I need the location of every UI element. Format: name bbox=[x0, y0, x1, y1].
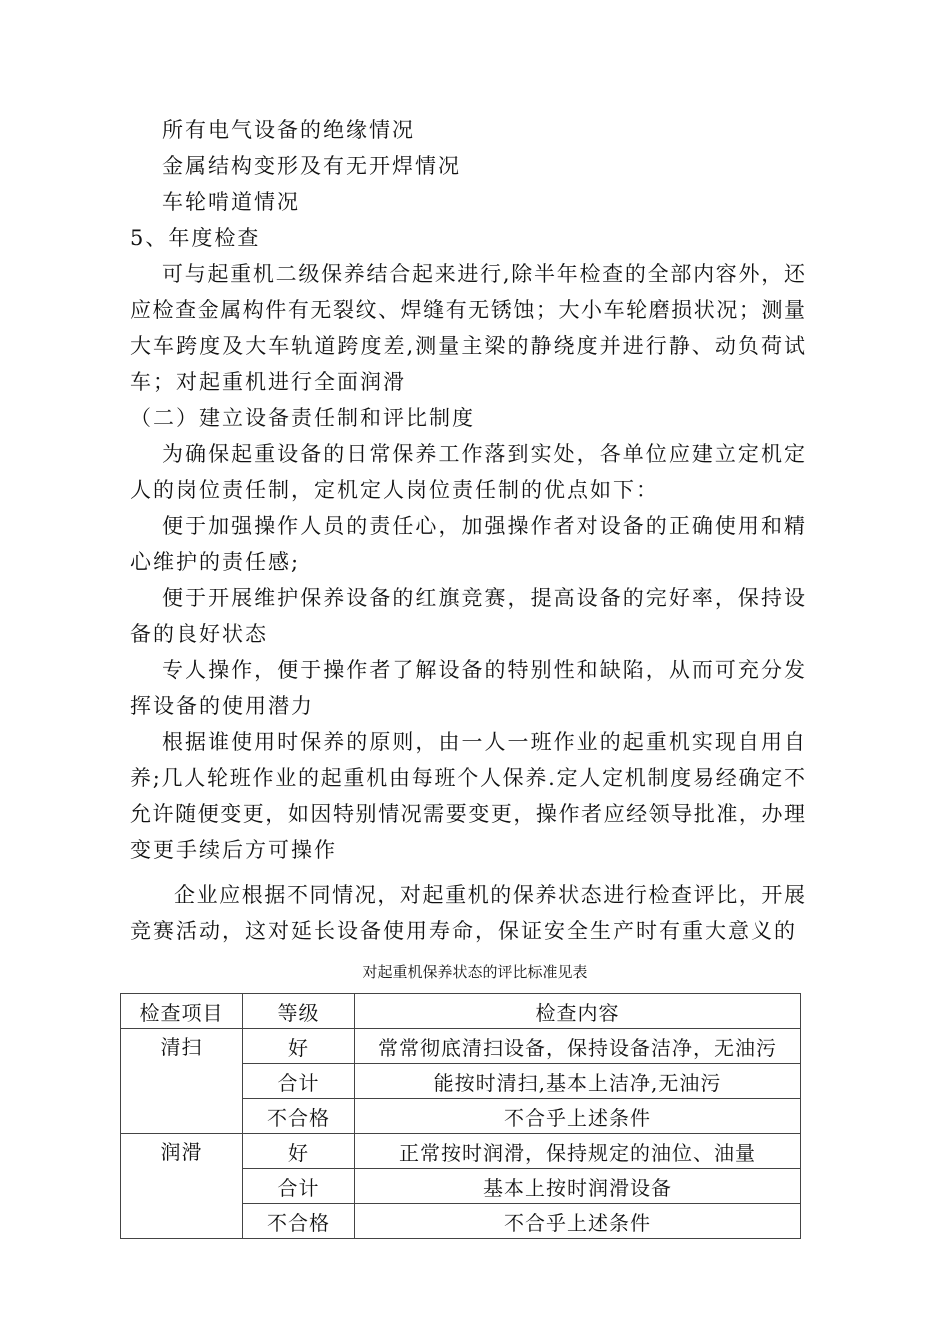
table-cell-grade: 好 bbox=[243, 1134, 355, 1169]
table-caption: 对起重机保养状态的评比标准见表 bbox=[362, 963, 588, 981]
table-cell-item: 润滑 bbox=[121, 1134, 243, 1239]
section-heading: 5、年度检查 bbox=[130, 226, 261, 250]
text-span: 应检查金属构件有无裂纹、焊缝有无锈蚀；大小车轮磨损状况；测量 bbox=[130, 298, 806, 322]
table-row bbox=[121, 1134, 801, 1169]
table-cell-grade: 不合格 bbox=[243, 1099, 355, 1134]
text-span: 根据谁使用时保养的原则，由一人一班作业的起重机实现自用自 bbox=[162, 730, 806, 754]
table-cell-item: 清扫 bbox=[121, 1029, 243, 1134]
text-line: 车轮啃道情况 bbox=[162, 190, 300, 214]
text-span: 为确保起重设备的日常保养工作落到实处，各单位应建立定机定 bbox=[162, 442, 806, 466]
text-line: 车；对起重机进行全面润滑 bbox=[130, 370, 406, 394]
table-cell-content: 基本上按时润滑设备 bbox=[355, 1169, 801, 1204]
table-cell-grade: 好 bbox=[243, 1029, 355, 1064]
text-line bbox=[162, 439, 806, 469]
text-span: 企业应根据不同情况，对起重机的保养状态进行检查评比，开展 bbox=[174, 883, 806, 907]
text-span: 大车跨度及大车轨道跨度差,测量主梁的静绕度并进行静、动负荷试 bbox=[130, 334, 806, 358]
text-span: 养;几人轮班作业的起重机由每班个人保养.定人定机制度易经确定不 bbox=[130, 766, 806, 790]
text-line: 备的良好状态 bbox=[130, 622, 268, 646]
header-check-item: 检查项目 bbox=[121, 994, 243, 1029]
table-header-row bbox=[121, 994, 801, 1029]
text-line: 金属结构变形及有无开焊情况 bbox=[162, 154, 461, 178]
text-line bbox=[162, 511, 806, 541]
table-cell-content: 正常按时润滑，保持规定的油位、油量 bbox=[355, 1134, 801, 1169]
text-line: 竞赛活动，这对延长设备使用寿命，保证安全生产时有重大意义的 bbox=[130, 919, 797, 943]
text-line bbox=[130, 799, 806, 829]
text-line bbox=[130, 295, 806, 325]
text-line: 所有电气设备的绝缘情况 bbox=[162, 118, 415, 142]
text-span: 可与起重机二级保养结合起来进行,除半年检查的全部内容外，还 bbox=[162, 262, 806, 286]
evaluation-table bbox=[120, 993, 801, 1239]
text-span: 便于加强操作人员的责任心，加强操作者对设备的正确使用和精 bbox=[162, 514, 806, 538]
text-line bbox=[162, 259, 806, 289]
section-heading: （二）建立设备责任制和评比制度 bbox=[130, 406, 475, 430]
table-cell-content: 不合乎上述条件 bbox=[355, 1204, 801, 1239]
text-span: 允许随便变更，如因特别情况需要变更，操作者应经领导批准，办理 bbox=[130, 802, 806, 826]
text-line bbox=[162, 583, 806, 613]
table-cell-content: 能按时清扫,基本上洁净,无油污 bbox=[355, 1064, 801, 1099]
header-check-content: 检查内容 bbox=[355, 994, 801, 1029]
table-row bbox=[121, 1029, 801, 1064]
text-line: 变更手续后方可操作 bbox=[130, 838, 337, 862]
text-line bbox=[162, 727, 806, 757]
text-line bbox=[130, 763, 806, 793]
text-line: 人的岗位责任制，定机定人岗位责任制的优点如下： bbox=[130, 478, 659, 502]
text-line: 挥设备的使用潜力 bbox=[130, 694, 314, 718]
table-cell-grade: 合计 bbox=[243, 1064, 355, 1099]
text-line: 心维护的责任感; bbox=[130, 550, 301, 574]
table-cell-content: 不合乎上述条件 bbox=[355, 1099, 801, 1134]
text-line bbox=[130, 331, 806, 361]
text-span: 便于开展维护保养设备的红旗竞赛，提高设备的完好率，保持设 bbox=[162, 586, 806, 610]
table-cell-content: 常常彻底清扫设备，保持设备洁净，无油污 bbox=[355, 1029, 801, 1064]
table-cell-grade: 不合格 bbox=[243, 1204, 355, 1239]
text-span: 专人操作，便于操作者了解设备的特别性和缺陷，从而可充分发 bbox=[162, 658, 806, 682]
table-cell-grade: 合计 bbox=[243, 1169, 355, 1204]
text-line bbox=[174, 880, 806, 910]
header-grade: 等级 bbox=[243, 994, 355, 1029]
text-line bbox=[162, 655, 806, 685]
